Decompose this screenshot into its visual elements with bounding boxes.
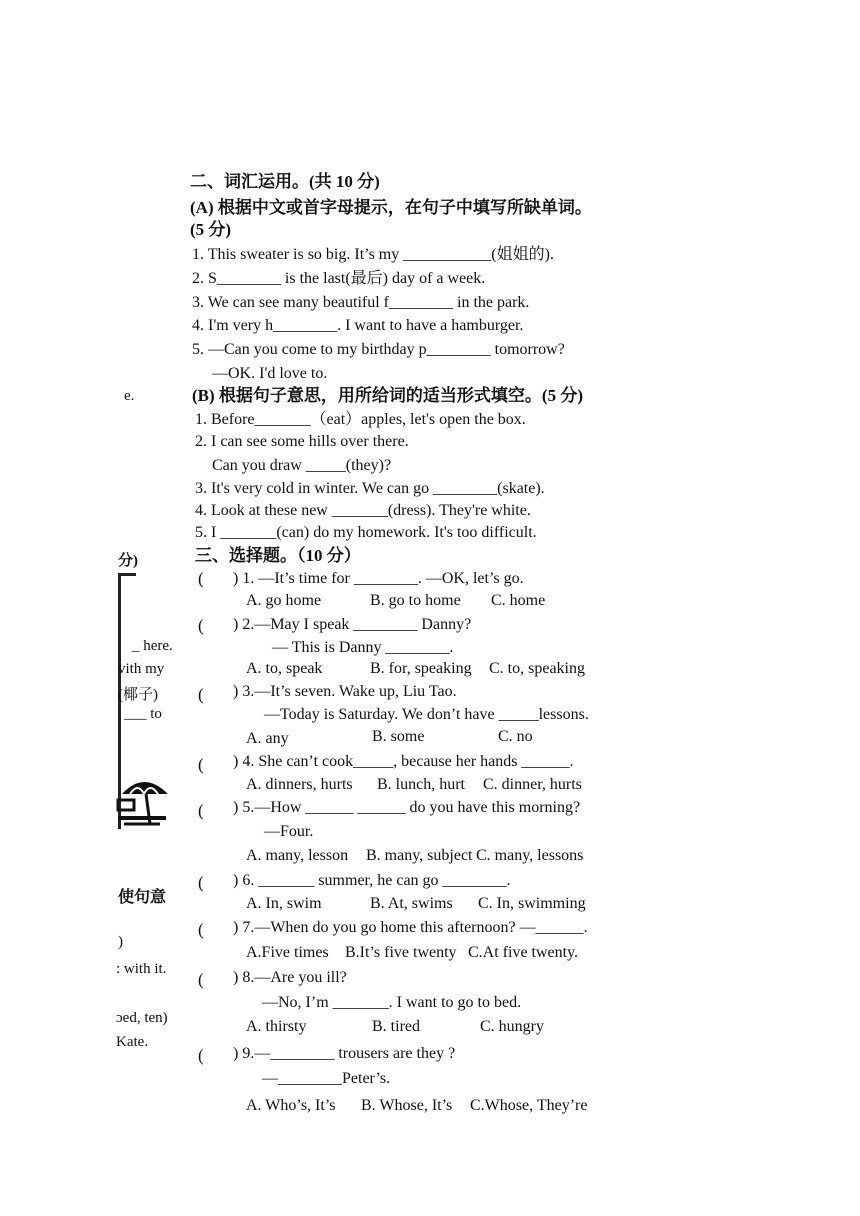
- answer-paren-4: (: [198, 755, 204, 774]
- edge-text-fen: 分): [118, 553, 138, 569]
- part-b-item-2: 2. I can see some hills over there.: [195, 433, 409, 450]
- edge-text-with-my: vith my: [118, 661, 165, 677]
- question-4-option-a: A. dinners, hurts: [246, 776, 353, 793]
- part-b-title: (B) 根据句子意思，用所给词的适当形式填空。(5 分): [192, 386, 583, 405]
- question-7-option-c: C.At five twenty.: [468, 944, 579, 961]
- question-9-extra: —________Peter’s.: [262, 1070, 391, 1087]
- question-6-option-c: C. In, swimming: [478, 895, 586, 912]
- question-2-extra: — This is Danny ________.: [272, 639, 454, 656]
- answer-paren-5: (: [198, 801, 204, 820]
- part-a-item-5-reply: —OK. I'd love to.: [212, 365, 328, 382]
- question-9-option-c: C.Whose, They’re: [470, 1097, 588, 1114]
- question-3-stem: ) 3.—It’s seven. Wake up, Liu Tao.: [233, 683, 457, 700]
- question-1-option-b: B. go to home: [370, 592, 461, 609]
- beach-umbrella-icon: [116, 772, 172, 832]
- answer-paren-7: (: [198, 920, 204, 939]
- part-b-item-1: 1. Before_______（eat）apples, let's open the box.: [195, 411, 526, 428]
- part-a-score: (5 分): [190, 220, 232, 239]
- question-4-option-b: B. lunch, hurt: [377, 776, 465, 793]
- edge-text-to: ___ to: [124, 706, 162, 722]
- part-a-item-5: 5. —Can you come to my birthday p________ tomorrow?: [192, 341, 565, 358]
- answer-paren-3: (: [198, 685, 204, 704]
- question-8-extra: —No, I’m _______. I want to go to bed.: [262, 994, 522, 1011]
- question-9-option-b: B. Whose, It’s: [361, 1097, 453, 1114]
- question-1-stem: ) 1. —It’s time for ________. —OK, let’s go.: [233, 570, 524, 587]
- part-b-item-4: 4. Look at these new _______(dress). They're white.: [195, 502, 531, 519]
- edge-text-shiju: 使句意: [118, 889, 167, 906]
- question-6-option-b: B. At, swims: [370, 895, 453, 912]
- edge-text-here: _ here.: [132, 638, 173, 654]
- question-4-option-c: C. dinner, hurts: [483, 776, 582, 793]
- question-6-option-a: A. In, swim: [246, 895, 322, 912]
- question-2-option-c: C. to, speaking: [489, 660, 585, 677]
- answer-paren-9: (: [198, 1046, 204, 1065]
- part-b-item-5: 5. I _______(can) do my homework. It's too difficult.: [195, 524, 537, 541]
- question-7-option-b: B.It’s five twenty: [345, 944, 457, 961]
- question-8-option-c: C. hungry: [480, 1018, 544, 1035]
- question-5-stem: ) 5.—How ______ ______ do you have this morning?: [233, 799, 581, 816]
- edge-text-coconut: (椰子): [118, 687, 158, 703]
- part-a-item-3: 3. We can see many beautiful f________ in the park.: [192, 294, 530, 311]
- question-4-stem: ) 4. She can’t cook_____, because her hands ______.: [233, 753, 574, 770]
- edge-text-bed-ten: ɔed, ten): [116, 1010, 168, 1026]
- part-a-title: (A) 根据中文或首字母提示，在句子中填写所缺单词。: [190, 198, 592, 217]
- question-3-extra: —Today is Saturday. We don’t have _____lessons.: [264, 706, 589, 723]
- answer-paren-6: (: [198, 873, 204, 892]
- edge-text-kate: Kate.: [116, 1034, 149, 1050]
- section-2-title: 二、词汇运用。(共 10 分): [190, 172, 380, 191]
- question-1-option-a: A. go home: [246, 592, 322, 609]
- question-2-option-b: B. for, speaking: [370, 660, 472, 677]
- part-a-item-2: 2. S________ is the last(最后) day of a week.: [192, 270, 486, 287]
- part-b-item-2-cont: Can you draw _____(they)?: [212, 457, 392, 474]
- question-9-stem: ) 9.—________ trousers are they ?: [233, 1045, 456, 1062]
- answer-paren-2: (: [198, 616, 204, 635]
- question-8-option-b: B. tired: [372, 1018, 420, 1035]
- question-8-option-a: A. thirsty: [246, 1018, 307, 1035]
- part-b-item-3: 3. It's very cold in winter. We can go ________(skate).: [195, 480, 545, 497]
- question-5-extra: —Four.: [264, 823, 314, 840]
- question-9-option-a: A. Who’s, It’s: [246, 1097, 336, 1114]
- question-3-option-a: A. any: [246, 730, 289, 747]
- question-2-stem: ) 2.—May I speak ________ Danny?: [233, 616, 472, 633]
- question-8-stem: ) 8.—Are you ill?: [233, 969, 347, 986]
- edge-text-with-it: : with it.: [116, 961, 167, 977]
- answer-paren-1: (: [198, 569, 204, 588]
- part-a-item-4: 4. I'm very h________. I want to have a hamburger.: [192, 317, 524, 334]
- question-3-option-b: B. some: [372, 728, 425, 745]
- question-3-option-c: C. no: [498, 728, 533, 745]
- answer-paren-8: (: [198, 970, 204, 989]
- part-a-item-1: 1. This sweater is so big. It’s my ___________(姐姐的).: [192, 246, 554, 263]
- question-6-stem: ) 6. _______ summer, he can go ________.: [233, 872, 511, 889]
- section-3-title: 三、选择题。（10 分）: [195, 546, 361, 565]
- question-1-option-c: C. home: [491, 592, 546, 609]
- question-2-option-a: A. to, speak: [246, 660, 323, 677]
- question-7-option-a: A.Five times: [246, 944, 329, 961]
- edge-text-paren: ): [118, 934, 123, 950]
- question-7-stem: ) 7.—When do you go home this afternoon? —______.: [233, 919, 588, 936]
- question-5-option-c: C. many, lessons: [476, 847, 584, 864]
- question-5-option-b: B. many, subject: [366, 847, 473, 864]
- question-5-option-a: A. many, lesson: [246, 847, 349, 864]
- edge-text-e: e.: [124, 388, 135, 404]
